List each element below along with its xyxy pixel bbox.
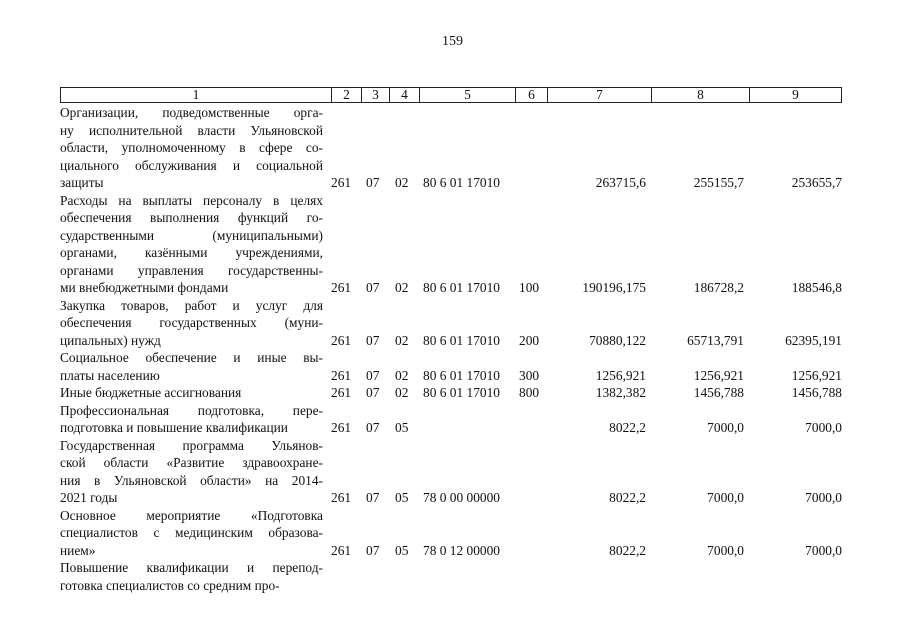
cell-y1: 8022,2 — [609, 542, 646, 558]
description-line: специалистов с медицинским образова- — [60, 525, 323, 540]
cell-adm — [331, 577, 355, 595]
description-line: готовка специалистов со средним про- — [60, 577, 280, 593]
description-line: обеспечения государственных (муни- — [60, 315, 323, 330]
description-line: ния в Ульяновской области» на 2014- — [60, 472, 323, 488]
description-line: Основное мероприятие «Подготовка — [60, 507, 323, 523]
cell-vr: 800 — [519, 385, 540, 400]
cell-y1: 1382,382 — [595, 385, 646, 400]
cell-vr — [519, 174, 547, 192]
cell-pr: 02 — [395, 332, 409, 348]
cell-y2: 7000,0 — [707, 490, 744, 505]
row-description — [60, 192, 323, 297]
header-col-5: 5 — [419, 88, 515, 102]
description-line: Социальное обеспечение и иные вы- — [60, 350, 323, 365]
header-col-6: 6 — [515, 88, 547, 102]
cell-y1 — [552, 577, 646, 595]
cell-pr — [395, 577, 411, 595]
cell-y3: 62395,191 — [785, 332, 842, 348]
cell-cs — [423, 419, 513, 437]
cell-y2: 186728,2 — [693, 280, 744, 295]
cell-y3: 1256,921 — [791, 367, 842, 383]
row-description — [60, 297, 323, 350]
description-line: Государственная программа Ульянов- — [60, 437, 323, 453]
cell-vr: 300 — [519, 367, 540, 383]
header-col-4: 4 — [389, 88, 419, 102]
description-line: подготовка и повышение квалификации — [60, 420, 288, 435]
cell-y2: 7000,0 — [707, 420, 744, 435]
description-line: ми внебюджетными фондами — [60, 280, 229, 295]
cell-y2: 65713,791 — [687, 332, 744, 348]
description-line: 2021 годы — [60, 490, 118, 505]
cell-y1: 70880,122 — [589, 332, 646, 348]
cell-adm: 261 — [331, 280, 352, 295]
cell-y3: 7000,0 — [805, 420, 842, 435]
description-line: обеспечения выполнения функций го- — [60, 210, 323, 225]
cell-pr: 05 — [395, 542, 409, 558]
cell-y3: 253655,7 — [791, 175, 842, 190]
description-line: нием» — [60, 542, 96, 558]
cell-adm: 261 — [331, 175, 352, 190]
description-line: ской области «Развитие здравоохране- — [60, 455, 323, 470]
row-description — [60, 559, 323, 594]
cell-y2 — [652, 577, 744, 595]
description-line: Организации, подведомственные орга- — [60, 105, 323, 120]
cell-adm: 261 — [331, 490, 352, 505]
description-line: циального обслуживания и социальной — [60, 157, 323, 173]
cell-vr: 200 — [519, 332, 540, 348]
description-line: органами, казёнными учреждениями, — [60, 245, 323, 260]
header-col-1: 1 — [192, 87, 200, 102]
description-line: Расходы на выплаты персоналу в целях — [60, 192, 323, 208]
table-header-row — [60, 87, 842, 103]
cell-pr: 02 — [395, 280, 409, 295]
cell-y2: 7000,0 — [707, 542, 744, 558]
cell-adm: 261 — [331, 367, 352, 383]
description-line: Закупка товаров, работ и услуг для — [60, 297, 323, 313]
row-description — [60, 349, 323, 384]
row-description — [60, 384, 323, 402]
cell-rz: 07 — [366, 490, 380, 505]
cell-cs: 80 6 01 17010 — [423, 175, 500, 190]
description-line: Профессиональная подготовка, пере- — [60, 402, 323, 418]
row-description — [60, 402, 323, 437]
cell-vr — [519, 577, 547, 595]
cell-y3: 1456,788 — [791, 385, 842, 400]
cell-pr: 02 — [395, 367, 409, 383]
row-description — [60, 437, 323, 507]
cell-y3 — [750, 577, 842, 595]
cell-rz: 07 — [366, 385, 380, 400]
description-line: ну исполнительной власти Ульяновской — [60, 122, 323, 138]
cell-rz: 07 — [366, 542, 380, 558]
description-line: платы населению — [60, 367, 160, 383]
header-col-9: 9 — [749, 88, 841, 102]
description-line: Повышение квалификации и перепод- — [60, 560, 323, 575]
cell-adm: 261 — [331, 385, 352, 400]
cell-rz: 07 — [366, 332, 380, 348]
cell-y3: 7000,0 — [805, 542, 842, 558]
cell-cs: 80 6 01 17010 — [423, 367, 500, 383]
cell-y2: 1456,788 — [693, 385, 744, 400]
cell-y1: 263715,6 — [595, 175, 646, 190]
description-line: органами управления государственны- — [60, 262, 323, 278]
cell-adm: 261 — [331, 542, 352, 558]
row-description — [60, 507, 323, 560]
cell-vr — [519, 419, 547, 437]
header-col-2: 2 — [331, 88, 361, 102]
cell-cs — [423, 577, 513, 595]
cell-pr: 05 — [395, 420, 409, 435]
cell-pr: 02 — [395, 175, 409, 190]
cell-cs: 80 6 01 17010 — [423, 385, 500, 400]
description-line: сударственными (муниципальными) — [60, 227, 323, 243]
cell-cs: 80 6 01 17010 — [423, 332, 500, 348]
cell-y1: 190196,175 — [582, 280, 646, 295]
cell-rz: 07 — [366, 280, 380, 295]
description-line: ципальных) нужд — [60, 332, 161, 348]
description-line: защиты — [60, 175, 104, 190]
cell-rz: 07 — [366, 420, 380, 435]
description-line: Иные бюджетные ассигнования — [60, 385, 242, 400]
cell-rz: 07 — [366, 175, 380, 190]
cell-y1: 8022,2 — [609, 490, 646, 505]
description-line: области, уполномоченному в сфере со- — [60, 140, 323, 155]
page-number: 159 — [442, 34, 463, 49]
cell-rz — [366, 577, 382, 595]
cell-y2: 255155,7 — [693, 175, 744, 190]
cell-adm: 261 — [331, 420, 352, 435]
cell-y3: 188546,8 — [791, 280, 842, 295]
cell-vr: 100 — [519, 280, 540, 295]
cell-cs: 78 0 00 00000 — [423, 490, 500, 505]
cell-pr: 05 — [395, 490, 409, 505]
cell-rz: 07 — [366, 367, 380, 383]
header-col-7: 7 — [547, 88, 651, 102]
cell-y2: 1256,921 — [693, 367, 744, 383]
cell-y1: 1256,921 — [595, 367, 646, 383]
cell-y1: 8022,2 — [609, 420, 646, 435]
header-col-8: 8 — [651, 88, 749, 102]
cell-y3: 7000,0 — [805, 490, 842, 505]
cell-cs: 80 6 01 17010 — [423, 280, 500, 295]
cell-vr — [519, 489, 547, 507]
header-col-3: 3 — [361, 88, 389, 102]
cell-vr — [519, 542, 547, 560]
cell-adm: 261 — [331, 332, 352, 348]
cell-cs: 78 0 12 00000 — [423, 542, 500, 558]
row-description — [60, 104, 323, 192]
cell-pr: 02 — [395, 385, 409, 400]
